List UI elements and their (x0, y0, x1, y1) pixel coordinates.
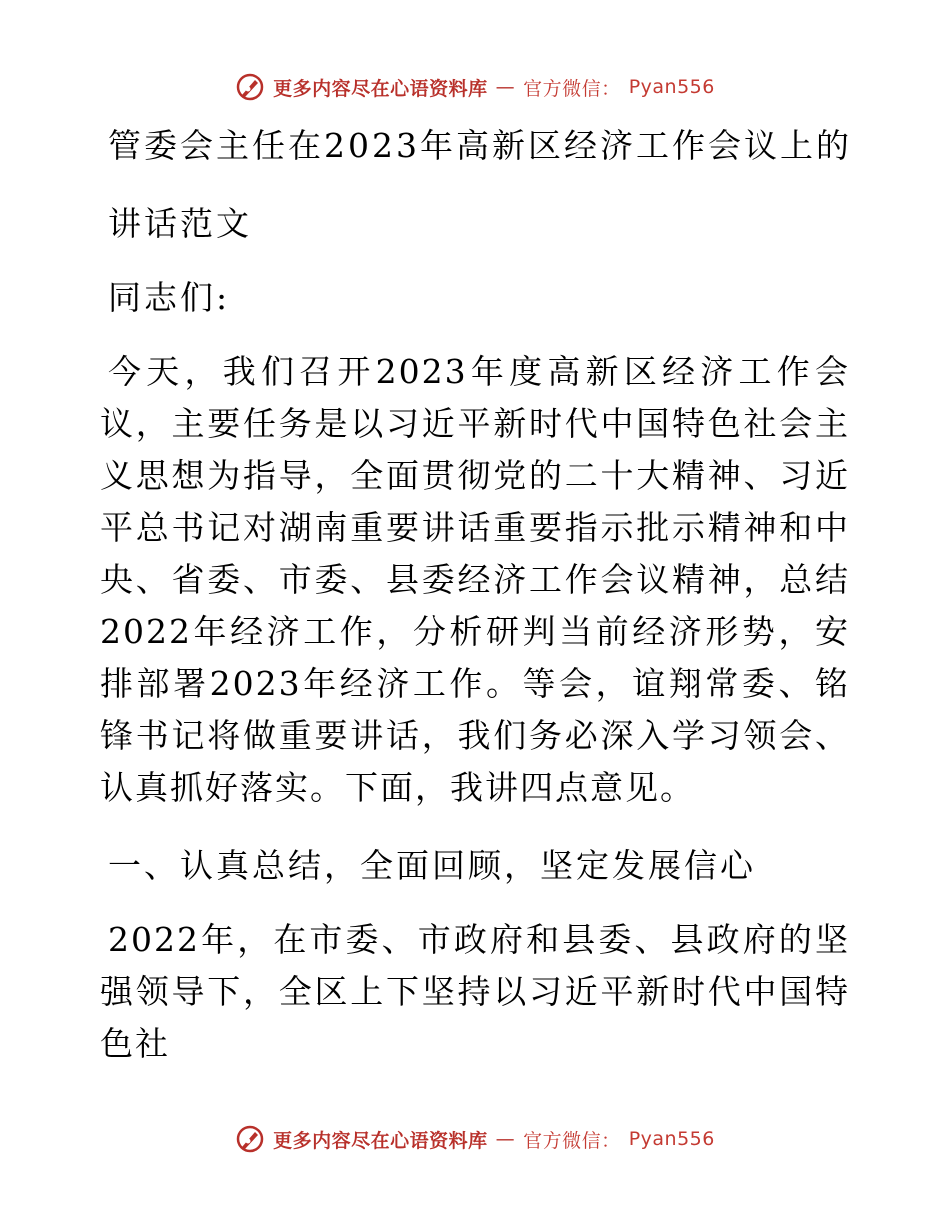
document-title-line2: 讲话范文 (108, 204, 252, 243)
section-heading-1: 一、认真总结，全面回顾，坚定发展信心 (108, 846, 756, 885)
watermark-wechat-label: 官方微信： (523, 1129, 621, 1152)
document-title-line1: 管委会主任在2023年高新区经济工作会议上的 (108, 126, 852, 165)
document-body (100, 124, 860, 1070)
watermark-text: 更多内容尽在心语资料库 (273, 1129, 488, 1152)
watermark-separator: — (495, 76, 516, 98)
watermark-text: 更多内容尽在心语资料库 (273, 77, 488, 100)
paragraph-intro: 今天，我们召开2023年度高新区经济工作会议，主要任务是以习近平新时代中国特色社会主义思想为指导，全面贯彻党的二十大精神、习近平总书记对湖南重要讲话重要指示批示精神和中央、省委、市委、县委经济工作会议精神，总结2022年经济工作，分析研判当前经济形势，安排部署2023年经济工作。等会，谊翔常委、铭锋书记将做重要讲话，我们务必深入学习领会、认真抓好落实。下面，我讲四点意见。 (100, 352, 850, 807)
footer-watermark (0, 1124, 950, 1154)
salutation: 同志们: (108, 278, 231, 317)
watermark-wechat-id: Pyan556 (628, 76, 715, 98)
watermark-wechat-label: 官方微信： (523, 77, 621, 100)
header-watermark (0, 72, 950, 102)
paragraph-review: 2022年，在市委、市政府和县委、县政府的坚强领导下，全区上下坚持以习近平新时代中国特色社 (100, 920, 850, 1063)
pen-logo-icon (235, 72, 265, 102)
watermark-wechat-id: Pyan556 (628, 1128, 715, 1150)
pen-logo-icon (235, 1124, 265, 1154)
watermark-separator: — (495, 1128, 516, 1150)
